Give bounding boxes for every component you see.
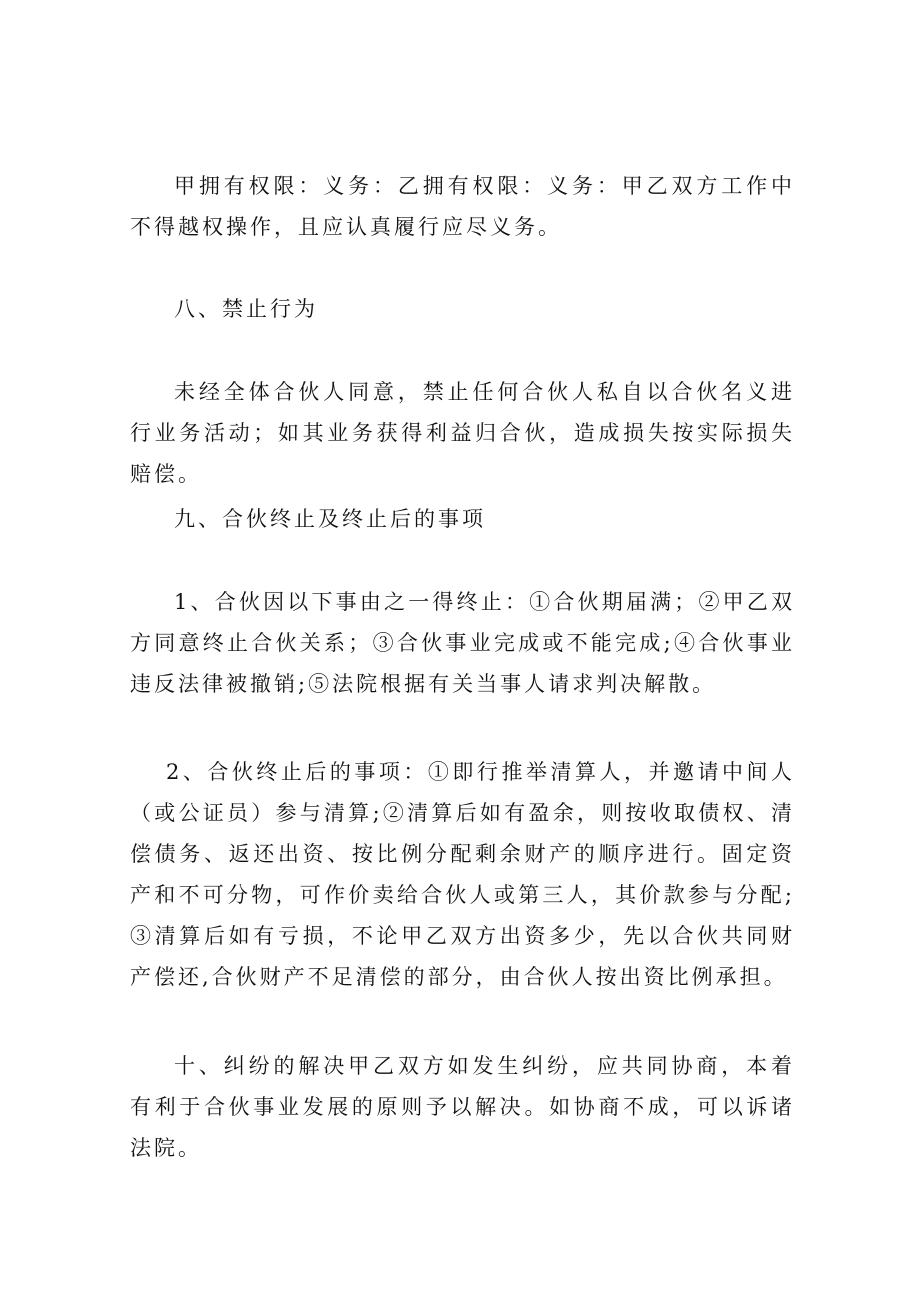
paragraph-dispute-resolution: 十、纠纷的解决甲乙双方如发生纠纷，应共同协商，本着有利于合伙事业发展的原则予以解决。如协商不成，可以诉诸法院。 bbox=[130, 1054, 795, 1160]
heading-section-9: 九、合伙终止及终止后的事项 bbox=[174, 507, 486, 531]
paragraph-prohibited-acts: 未经全体合伙人同意，禁止任何合伙人私自以合伙名义进行业务活动；如其业务获得利益归合伙，造成损失按实际损失赔偿。 bbox=[130, 380, 795, 486]
paragraph-termination-causes: 1、合伙因以下事由之一得终止：①合伙期届满；②甲乙双方同意终止合伙关系；③合伙事业完成或不能完成;④合伙事业违反法律被撤销;⑤法院根据有关当事人请求判决解散。 bbox=[130, 590, 795, 696]
paragraph-post-termination: 2、合伙终止后的事项：①即行推举清算人，并邀请中间人（或公证员）参与清算;②清算后如有盈余，则按收取债权、清偿债务、返还出资、按比例分配剩余财产的顺序进行。固定资产和不可分物，可作价卖给合伙人或第三人，其价款参与分配;③清算后如有亏损，不论甲乙双方出资多少，先以合伙共同财产偿还,合伙财产不足清偿的部分，由合伙人按出资比例承担。 bbox=[130, 760, 795, 989]
paragraph-rights-duties: 甲拥有权限：义务：乙拥有权限：义务：甲乙双方工作中不得越权操作，且应认真履行应尽义务。 bbox=[130, 174, 795, 239]
heading-section-8: 八、禁止行为 bbox=[174, 297, 318, 321]
